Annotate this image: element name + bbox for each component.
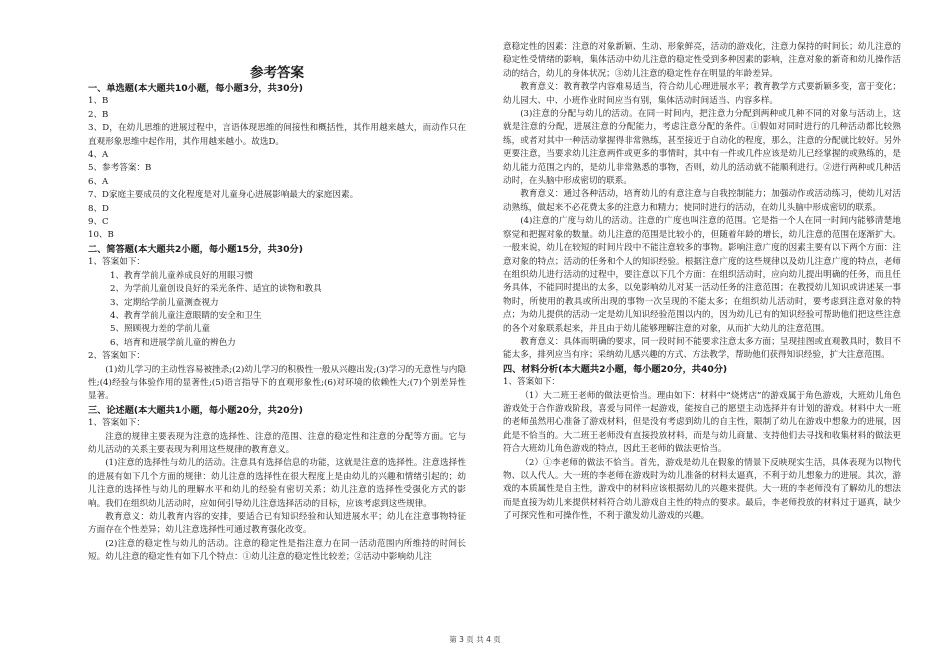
list-item: 5、照顾视力差的学前儿童 [110, 324, 210, 335]
answer-item: 10、B [88, 230, 114, 241]
right-column [503, 41, 901, 524]
answer-paragraph: 注意的规律主要表现为注意的选择性、注意的范围、注意的稳定性和注意的分配等方面。它与幼儿活动的关系主要表现为利用这些规律的教育意义。 [88, 431, 466, 455]
answer-paragraph: (2)注意的稳定性与幼儿的活动。注意的稳定性是指注意力在同一活动范围内所维持的时间长短。幼儿注意的稳定性有如下几个特点：①幼儿注意的稳定性比较差；②活动中影响幼儿注 [88, 538, 466, 563]
answer-paragraph: (1)幼儿学习的主动性容易被挫杀;(2)幼儿学习的积极性一般从兴趣出发;(3)学习的无意性与内隐性;(4)经验与体验作用的显著性;(5)语言指导下的直观形象性;(6)对环境的依赖性大;(7)个别差异性显著。 [88, 364, 466, 402]
answer-paragraph: （1）大二班王老师的做法更恰当。理由如下：材料中“烧烤店”的游戏属于角色游戏，大班幼儿角色游戏处于合作游戏阶段，喜爱与同伴一起游戏，能按自己的愿望主动选择并有计划的游戏。材料中大一班的老师虽然用心准备了游戏材料，但是没有考虑到幼儿的自主性，限制了幼儿在游戏中想象力的进展，因此是不恰当的。大二班王老师没有直接投放材料，而是与幼儿商量、支持他们去寻找和收集材料的做法更符合大班幼儿角色游戏的特点，因此王老师的做法更恰当。 [503, 390, 901, 455]
list-item: 6、培育和进展学前儿童的辨色力 [110, 337, 236, 348]
answer-item: 7、D家庭主要成员的文化程度是对儿童身心进展影响最大的家庭因素。 [88, 190, 359, 201]
answer-paragraph: 教育意义：具体而明确的要求，同一段时间不能要求注意太多方面；呈现挂图或直观教具时，数目不能太多，排列应当有序；采纳幼儿感兴趣的方式、方法教学，帮助他们获得知识经验，扩大注意范围。 [503, 336, 901, 361]
left-column [88, 0, 466, 565]
section-essay-heading: 三、论述题(本大题共1小题，每小题20分，共20分) [88, 404, 303, 416]
answer-item: 1、B [88, 96, 109, 107]
answer-item: 5、参考答案：B [88, 163, 152, 174]
answer-item: 6、A [88, 176, 109, 187]
list-item: 4、教育学前儿童注意眼睛的安全和卫生 [110, 310, 262, 321]
answer-item: 2、B [88, 109, 109, 120]
section-material-analysis-heading: 四、材料分析(本大题共2小题，每小题20分，共40分) [503, 363, 728, 375]
list-item: 1、教育学前儿童养成良好的用眼习惯 [110, 270, 253, 281]
answer-paragraph: (4)注意的广度与幼儿的活动。注意的广度也叫注意的范围。它是指一个人在同一时间内能够清楚地察觉和把握对象的数量。幼儿注意的范围是比较小的，但随着年龄的增长，幼儿注意的范围在逐渐扩大。一般来说，幼儿在较短的时间片段中不能注意较多的事物。影响注意广度的因素主要有以下两个方面：注意对象的特点；活动的任务和个人的知识经验。根据注意广度的这些规律以及幼儿注意广度的特点，老师在组织幼儿进行活动的过程中，要注意以下几个方面：在组织活动时，应向幼儿提出明确的任务，而且任务具体，不能同时提出的太多，以免影响幼儿对某一活动任务的注意范围；在教授幼儿知识或讲述某一事物时，所使用的教具或所出现的事物一次呈现的不能太多；在组织幼儿活动时，要考虑到注意对象的特点；为幼儿提供的活动一定是幼儿知识经验范围以内的，因为幼儿已有的知识经验可帮助他们把这些注意的各个对象联系起来，并且由于幼儿能够理解注意的对象，从而扩大幼儿的注意范围。 [503, 216, 901, 334]
answer-item: 4、A [88, 150, 109, 161]
page-title: 参考答案 [250, 65, 304, 81]
answer-item: 3、D，在幼儿思维的进展过程中，言语体现思维的间接性和概括性，其作用越来越大，而动作只在直观形象思维中起作用，其作用越来越小。故选D。 [88, 123, 466, 147]
answer-item: 9、C [88, 217, 109, 228]
question-label: 1、答案如下： [503, 377, 561, 388]
section-single-choice-heading: 一、单选题(本大题共10小题，每小题3分，共30分) [88, 83, 303, 94]
answer-paragraph: 教育意义：通过各种活动，培育幼儿的有意注意与自我控制能力；加强动作或活动练习，使幼儿对活动熟练，做起来不必花费太多的注意力和精力；使同时进行的活动，在幼儿头脑中形成密切的联系。 [503, 189, 901, 213]
list-item: 2、为学前儿童创设良好的采光条件、适宜的读物和教具 [110, 284, 322, 295]
question-label: 2、答案如下： [88, 351, 146, 362]
answer-item: 8、D [88, 203, 109, 214]
answer-paragraph: （2）①李老师的做法不恰当。首先，游戏是幼儿在假象的情景下反映现实生活，具体表现为以物代物、以人代人。大一班的李老师在游戏时为幼儿准备的材料太逼真，不利于幼儿想象力的进展。其次，游戏的本质属性是自主性，游戏中的材料应该根据幼儿的兴趣来提供。大一班的李老师没有了解幼儿的想法而是直接为幼儿来提供材料符合幼儿游戏自主性的特点的要求。最后，李老师投放的材料过于逼真，缺少了可探究性和可操作性，不利于激发幼儿游戏的兴趣。 [503, 457, 901, 522]
answer-paragraph: 教育意义：教育教学内容难易适当，符合幼儿心理进展水平；教育教学方式要新颖多变，富于变化；幼儿园大、中、小班作业时间应当有别，集体活动时间适当、内容多样。 [503, 82, 901, 106]
list-item: 3、定期给学前儿童测查视力 [110, 297, 219, 308]
answer-paragraph: 意稳定性的因素：注意的对象新颖、生动、形象鲜亮，活动的游戏化，注意力保持的时间长；幼儿注意的稳定性受情绪的影响，集体活动中幼儿注意的稳定性受到多种因素的影响，注意对象的新奇和幼儿操作活动的结合，幼儿的身体状况；③幼儿注意的稳定性存在明显的年龄差异。 [503, 42, 901, 79]
answer-paragraph: (1)注意的选择性与幼儿的活动。注意具有选择信息的功能，这就是注意的选择性。注意选择性的进展有如下几个方面的规律：幼儿注意的选择性在很大程度上是由幼儿的兴趣和情绪引起的；幼儿注意的选择性与幼儿的理解水平和幼儿的经验有密切关系；幼儿注意的选择性受强化方式的影响。我们在组织幼儿活动时，应如何引导幼儿注意选择活动的目标，应该考虑到这些规律。 [88, 458, 466, 509]
section-short-answer-heading: 二、简答题(本大题共2小题，每小题15分，共30分) [88, 243, 303, 255]
answer-paragraph: (3)注意的分配与幼儿的活动。在同一时间内，把注意力分配到两种或几种不同的对象与活动上，这就是注意的分配，进展注意的分配能力，考虑注意分配的条件。①假如对同时进行的几种活动都比较熟练，或者对其中一种活动掌握得非常熟练，甚至接近于自动化的程度，那么，注意的分配就比较好。另外更要注意，当要求幼儿注意两件或更多的事情时，其中有一件或几件应该是幼儿已经掌握的或熟练的，是幼儿能力范围之内的，是幼儿非常熟悉的事物，否则，幼儿的活动就不能顺利进行。②进行两种或几种活动时，在头脑中形成密切的联系。 [503, 109, 901, 187]
question-label: 1、答案如下： [88, 257, 146, 268]
answer-paragraph: 教育意义：幼儿教育内容的安排，要适合已有知识经验和认知进展水平；幼儿在注意事物特征方面存在个性差异；幼儿注意选择性可通过教育强化改变。 [88, 512, 466, 536]
question-label: 1、答案如下： [88, 418, 146, 429]
page-number: 第 3 页 共 4 页 [449, 635, 501, 644]
